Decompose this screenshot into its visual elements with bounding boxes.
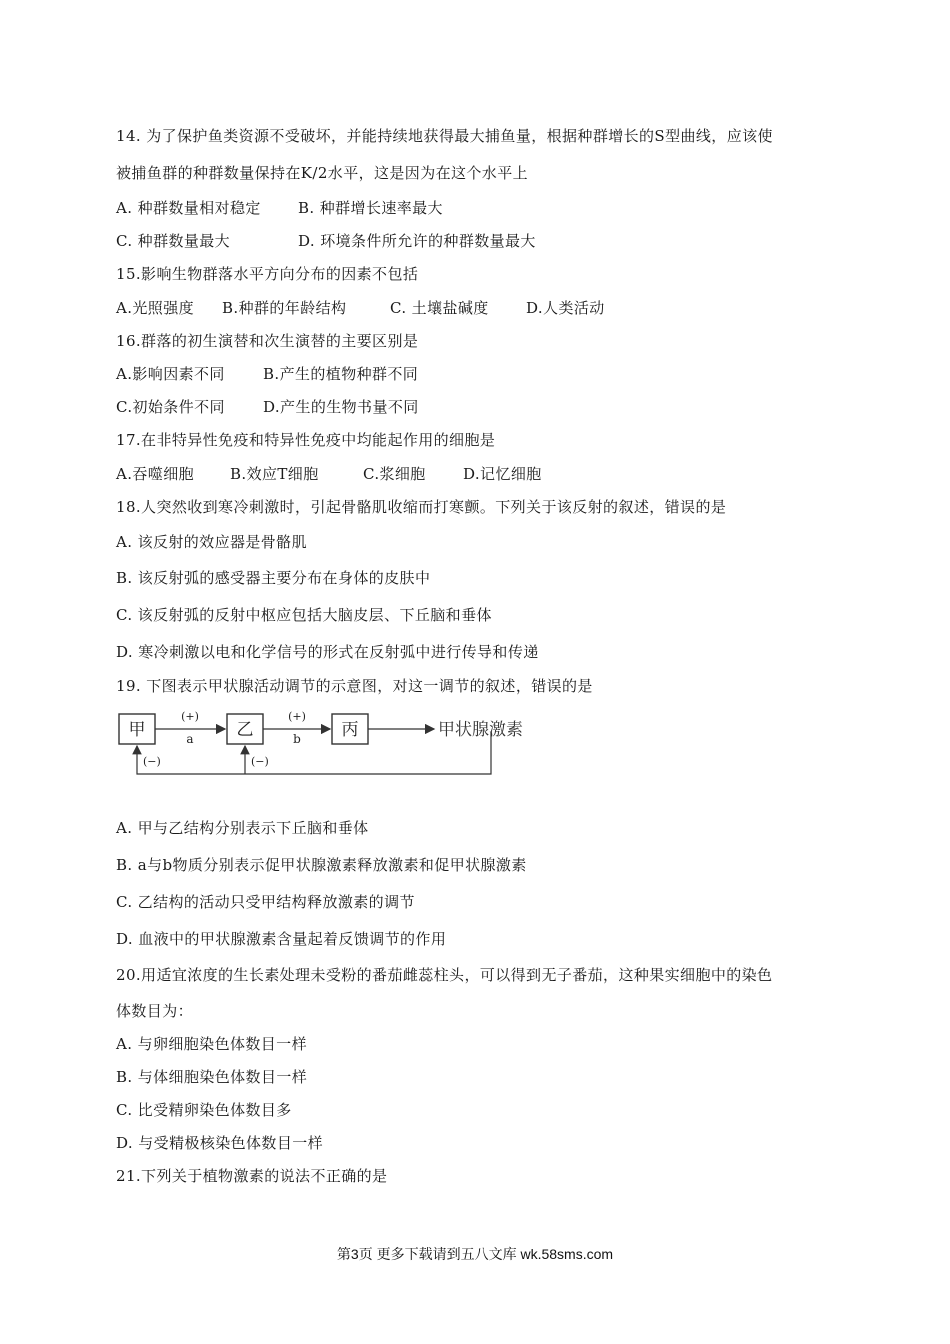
q17-stem: 17.在非特异性免疫和特异性免疫中均能起作用的细胞是 bbox=[116, 431, 496, 449]
q16-options-row2 bbox=[116, 397, 419, 417]
q20-option-d: D. 与受精极核染色体数目一样 bbox=[116, 1134, 324, 1152]
q14-option-d: D. 环境条件所允许的种群数量最大 bbox=[298, 232, 536, 250]
q17-options-row bbox=[116, 464, 542, 484]
q18-option-c: C. 该反射弧的反射中枢应包括大脑皮层、下丘脑和垂体 bbox=[116, 606, 492, 624]
q14-option-c: C. 种群数量最大 bbox=[116, 232, 231, 250]
q14-options-row2 bbox=[116, 231, 536, 251]
sign-plus-a: (+) bbox=[181, 710, 199, 723]
box-yi-label: 乙 bbox=[236, 720, 254, 740]
q20-option-b: B. 与体细胞染色体数目一样 bbox=[116, 1068, 308, 1086]
q14-stem-line1: 14. 为了保护鱼类资源不受破坏，并能持续地获得最大捕鱼量，根据种群增长的S型曲线，应该使 bbox=[116, 127, 773, 145]
q20-stem-line1: 20.用适宜浓度的生长素处理未受粉的番茄雌蕊柱头，可以得到无子番茄，这种果实细胞中的染色 bbox=[116, 966, 773, 984]
q17-option-b: B.效应T细胞 bbox=[230, 465, 319, 483]
q16-options-row1 bbox=[116, 364, 418, 384]
q16-option-a: A.影响因素不同 bbox=[116, 365, 225, 383]
q14-option-a: A. 种群数量相对稳定 bbox=[116, 199, 261, 217]
box-jia-label: 甲 bbox=[128, 720, 146, 740]
q15-options-row bbox=[116, 298, 605, 318]
q19-option-d: D. 血液中的甲状腺激素含量起着反馈调节的作用 bbox=[116, 930, 447, 948]
feedback-minus-jia: (−) bbox=[143, 755, 161, 768]
q16-stem: 16.群落的初生演替和次生演替的主要区别是 bbox=[116, 332, 419, 350]
sign-plus-b: (+) bbox=[288, 710, 306, 723]
q18-option-a: A. 该反射的效应器是骨骼肌 bbox=[116, 533, 307, 551]
q15-option-a: A.光照强度 bbox=[116, 299, 195, 317]
q18-option-b: B. 该反射弧的感受器主要分布在身体的皮肤中 bbox=[116, 569, 431, 587]
label-a: a bbox=[186, 732, 194, 746]
q20-option-c: C. 比受精卵染色体数目多 bbox=[116, 1101, 292, 1119]
q19-option-b: B. a与b物质分别表示促甲状腺激素释放激素和促甲状腺激素 bbox=[116, 856, 527, 874]
q15-option-d: D.人类活动 bbox=[526, 299, 605, 317]
page-footer: 第3页 更多下载请到五八文库 wk.58sms.com bbox=[336, 1246, 614, 1262]
q18-option-d: D. 寒冷刺激以电和化学信号的形式在反射弧中进行传导和传递 bbox=[116, 643, 539, 661]
q18-stem: 18.人突然收到寒冷刺激时，引起骨骼肌收缩而打寒颤。下列关于该反射的叙述，错误的是 bbox=[116, 498, 727, 516]
q15-option-c: C. 土壤盐碱度 bbox=[390, 299, 489, 317]
box-bing-label: 丙 bbox=[341, 720, 359, 740]
q14-options-row1 bbox=[116, 198, 443, 218]
q17-option-d: D.记忆细胞 bbox=[463, 465, 542, 483]
q15-stem: 15.影响生物群落水平方向分布的因素不包括 bbox=[116, 265, 419, 283]
q20-option-a: A. 与卵细胞染色体数目一样 bbox=[116, 1035, 307, 1053]
q14-option-b: B. 种群增长速率最大 bbox=[298, 199, 443, 217]
label-b: b bbox=[293, 732, 301, 746]
q19-option-c: C. 乙结构的活动只受甲结构释放激素的调节 bbox=[116, 893, 415, 911]
q16-option-d: D.产生的生物书量不同 bbox=[263, 398, 419, 416]
feedback-minus-yi: (−) bbox=[251, 755, 269, 768]
q19-stem: 19. 下图表示甲状腺活动调节的示意图，对这一调节的叙述，错误的是 bbox=[116, 677, 593, 695]
thyroid-regulation-diagram bbox=[116, 702, 556, 784]
q21-stem: 21.下列关于植物激素的说法不正确的是 bbox=[116, 1167, 388, 1185]
q14-stem-line2: 被捕鱼群的种群数量保持在K/2水平，这是因为在这个水平上 bbox=[116, 164, 529, 182]
q17-option-a: A.吞噬细胞 bbox=[116, 465, 195, 483]
q16-option-c: C.初始条件不同 bbox=[116, 398, 225, 416]
q19-option-a: A. 甲与乙结构分别表示下丘脑和垂体 bbox=[116, 819, 369, 837]
q16-option-b: B.产生的植物种群不同 bbox=[263, 365, 419, 383]
q17-option-c: C.浆细胞 bbox=[363, 465, 426, 483]
q20-stem-line2: 体数目为： bbox=[116, 1002, 194, 1020]
output-thyroid-hormone: 甲状腺激素 bbox=[438, 720, 523, 740]
q15-option-b: B.种群的年龄结构 bbox=[222, 299, 347, 317]
